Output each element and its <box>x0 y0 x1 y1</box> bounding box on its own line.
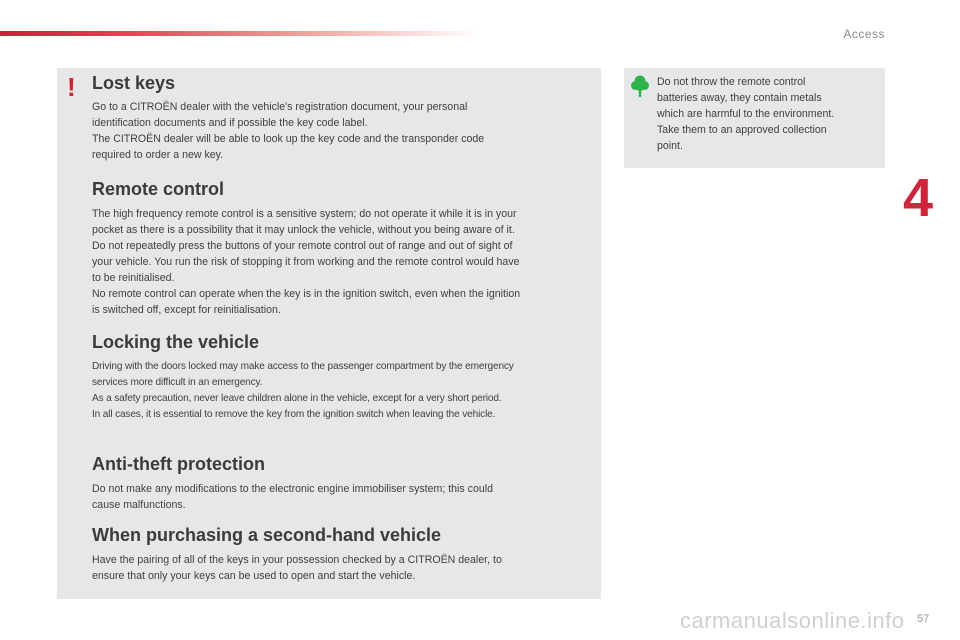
warning-icon: ! <box>67 72 76 102</box>
text-lost-keys: Go to a CITROËN dealer with the vehicle's registration document, your personal identification documents and if possible the key code label. The CITROËN dealer will be able to look up the key code and the transponder code required to order a new key. <box>92 101 485 161</box>
heading-second-hand: When purchasing a second-hand vehicle <box>92 525 442 545</box>
environment-note-text: Do not throw the remote control batteries away, they contain metals which are harmful to the environment. Take them to an approved collection point. <box>657 76 835 152</box>
heading-remote-control: Remote control <box>92 179 225 199</box>
header-accent-bar <box>0 31 480 36</box>
environment-note-panel <box>624 68 885 168</box>
text-remote-control: The high frequency remote control is a sensitive system; do not operate it while it is in your pocket as there is a possibility that it may unlock the vehicle, without you being aware of it. Do not repeatedly press the buttons of your remote control out of range and out of sight of your vehicle. You run the risk of stopping it from working and the remote control would have to be reinitialised. No remote control can operate when the key is in the ignition switch, even when the ignition is switched off, except for reinitialisation. <box>92 208 521 316</box>
watermark: carmanualsonline.info <box>680 608 905 633</box>
text-second-hand: Have the pairing of all of the keys in your possession checked by a CITROËN dealer, to ensure that only your keys can be used to open and start the vehicle. <box>92 554 502 582</box>
text-locking-vehicle: Driving with the doors locked may make access to the passenger compartment by the emergency services more difficult in an emergency. As a safety precaution, never leave children alone in the vehicle, except for a very short period. In all cases, it is essential to remove the key from the ignition switch when leaving the vehicle. <box>92 361 514 420</box>
heading-lost-keys: Lost keys <box>92 73 176 93</box>
main-info-panel <box>57 68 601 599</box>
heading-locking-vehicle: Locking the vehicle <box>92 332 260 352</box>
tree-icon <box>630 74 650 98</box>
section-title: Access <box>843 27 885 41</box>
page-number: 57 <box>917 613 930 625</box>
text-anti-theft: Do not make any modifications to the electronic engine immobiliser system; this could cause malfunctions. <box>92 483 493 511</box>
chapter-number: 4 <box>903 168 934 228</box>
heading-anti-theft: Anti-theft protection <box>92 454 265 474</box>
